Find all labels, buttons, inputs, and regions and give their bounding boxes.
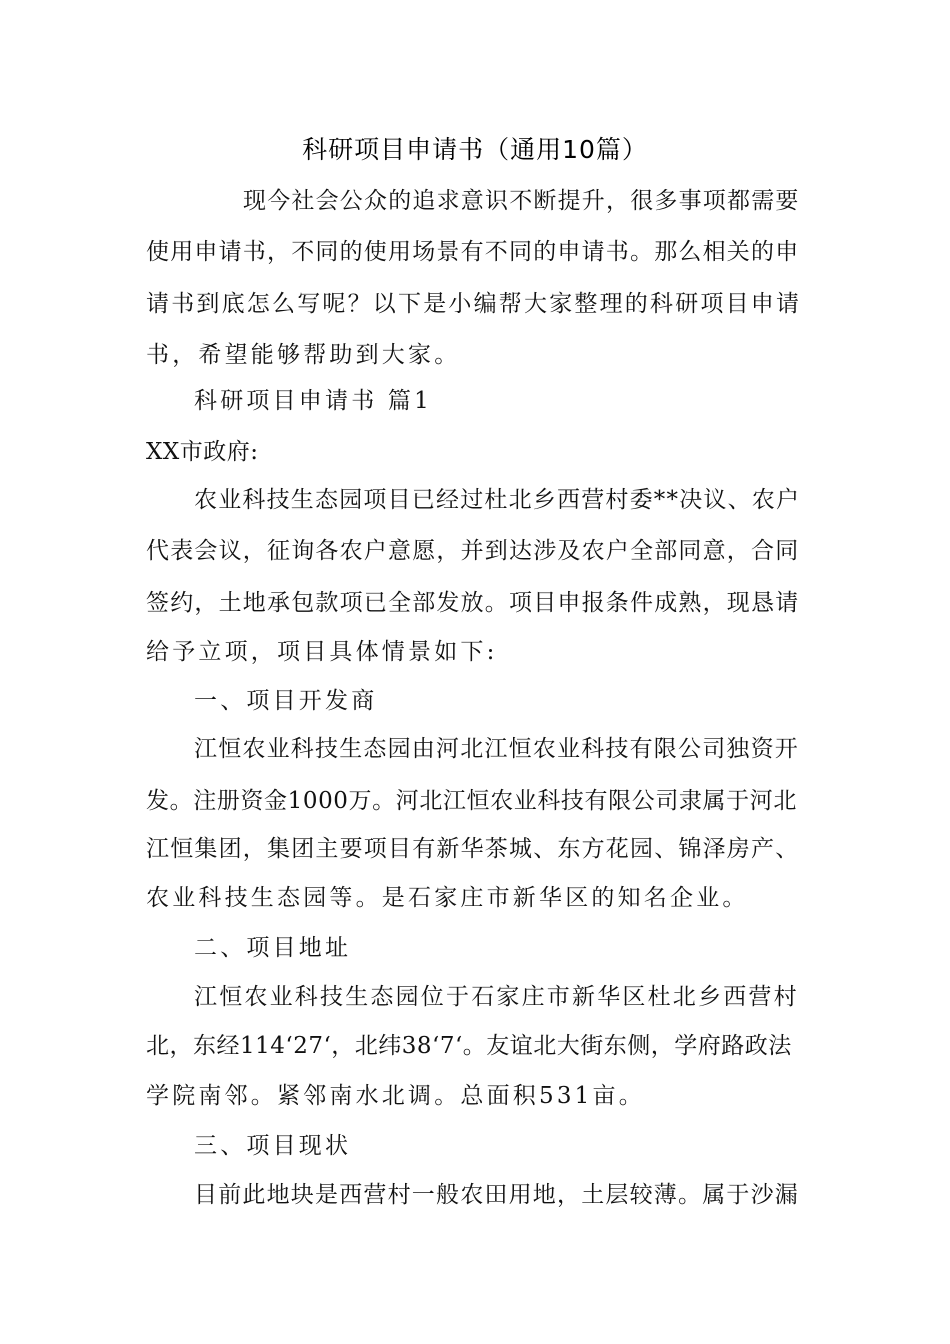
paragraph-line: 发。注册资金1000万。河北江恒农业科技有限公司隶属于河北 xyxy=(146,788,797,814)
paragraph-line: 给予立项，项目具体情景如下: xyxy=(146,639,498,665)
section-heading: 二、项目地址 xyxy=(194,935,352,961)
paragraph-line: 江恒集团，集团主要项目有新华茶城、东方花园、锦泽房产、 xyxy=(146,836,800,862)
paragraph-line: 签约，土地承包款项已全部发放。项目申报条件成熟，现恳请 xyxy=(146,590,800,616)
paragraph-line: 书，希望能够帮助到大家。 xyxy=(146,342,461,368)
section-heading: 三、项目现状 xyxy=(194,1133,352,1159)
paragraph-line: 江恒农业科技生态园由河北江恒农业科技有限公司独资开 xyxy=(194,736,799,762)
paragraph-line: 现今社会公众的追求意识不断提升，很多事项都需要 xyxy=(243,188,800,214)
paragraph-line: 使用申请书，不同的使用场景有不同的申请书。那么相关的申 xyxy=(146,239,800,265)
paragraph-line: 农业科技生态园项目已经过杜北乡西营村委**决议、农户 xyxy=(194,487,801,513)
section-heading: 科研项目申请书 篇1 xyxy=(194,388,432,414)
section-heading: 一、项目开发商 xyxy=(194,688,378,714)
paragraph-line: 农业科技生态园等。是石家庄市新华区的知名企业。 xyxy=(146,885,749,911)
paragraph-line: 目前此地块是西营村一般农田用地，土层较薄。属于沙漏 xyxy=(194,1182,799,1208)
paragraph-line: 北，东经114‘27‘，北纬38‘7‘。友谊北大街东侧，学府路政法 xyxy=(146,1033,792,1059)
paragraph-line: 江恒农业科技生态园位于石家庄市新华区杜北乡西营村 xyxy=(194,984,799,1010)
salutation: XX市政府: xyxy=(146,439,259,465)
paragraph-line: 代表会议，征询各农户意愿，并到达涉及农户全部同意，合同 xyxy=(146,538,800,564)
paragraph-line: 请书到底怎么写呢？以下是小编帮大家整理的科研项目申请 xyxy=(146,291,802,317)
document-title: 科研项目申请书（通用10篇） xyxy=(302,135,648,164)
paragraph-line: 学院南邻。紧邻南水北调。总面积531亩。 xyxy=(146,1083,645,1109)
